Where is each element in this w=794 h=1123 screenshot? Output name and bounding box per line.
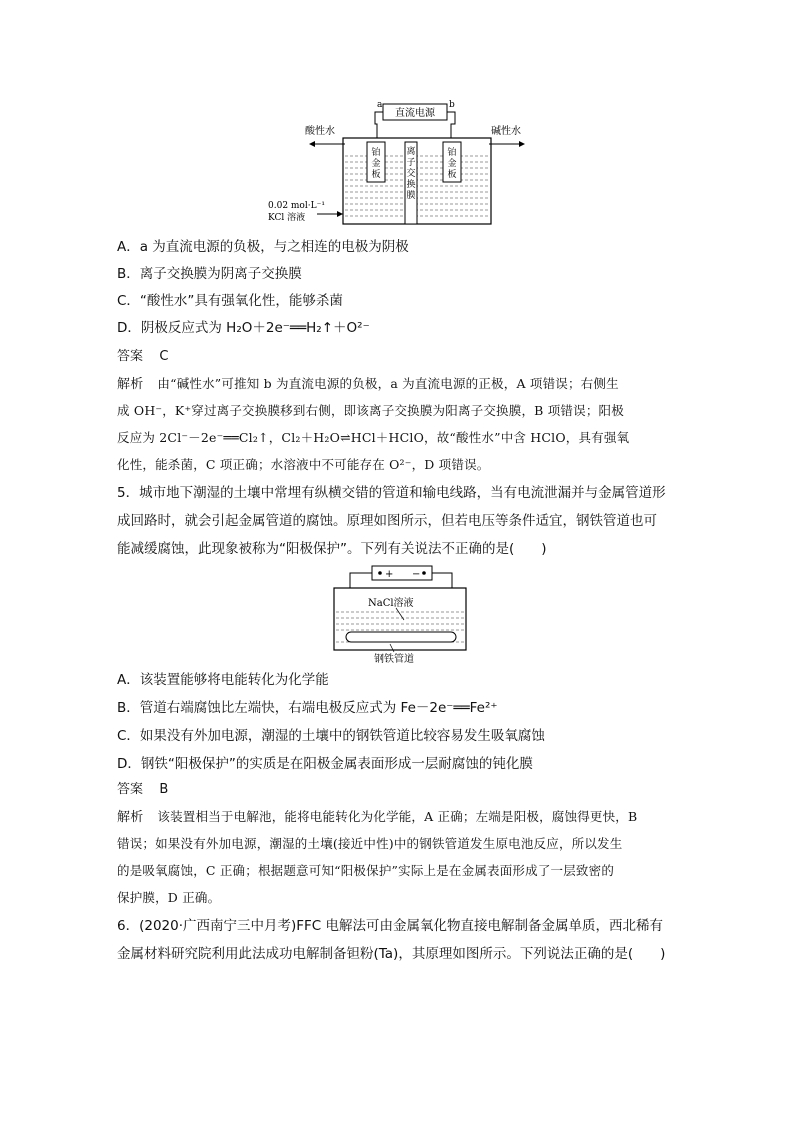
left-outlet-label: 酸性水 [305, 126, 335, 137]
q5-stem-line-2: 成回路时，就会引起金属管道的腐蚀。原理如图所示，但若电压等条件适宜，钢铁管道也可 [117, 513, 657, 529]
q5-analysis-line-3: 的是吸氧腐蚀，C 正确；根据题意可知“阳极保护”实际上是在金属表面形成了一层致密的 [117, 863, 615, 878]
svg-text:铂金板: 铂金板 [371, 148, 381, 180]
right-outlet-label: 碱性水 [491, 126, 521, 137]
q5-analysis-line-2: 错误；如果没有外加电源，潮湿的土壤(接近中性)中的钢铁管道发生原电池反应，所以发生 [117, 836, 623, 851]
nacl-label: NaCl溶液 [368, 598, 414, 609]
q5-analysis-line-4: 保护膜，D 正确。 [117, 890, 221, 905]
q5-option-d: D．钢铁“阳极保护”的实质是在阳极金属表面形成一层耐腐蚀的钝化膜 [117, 756, 533, 772]
q5-option-a: A．该装置能够将电能转化为化学能 [117, 672, 329, 688]
q4-option-b: B．离子交换膜为阴离子交换膜 [117, 266, 302, 282]
q5-stem-line-1: 5．城市地下潮湿的土壤中常埋有纵横交错的管道和输电线路，当有电流泄漏并与金属管道形 [117, 485, 666, 501]
analysis-text: 由“碱性水”可推知 b 为直流电源的负极，a 为直流电源的正极，A 项错误；右侧生 [157, 376, 619, 391]
answer-value: B [159, 782, 169, 797]
svg-text:离子交换膜: 离子交换膜 [406, 147, 416, 201]
minus-sign: − [412, 569, 421, 580]
q4-answer-row [117, 346, 168, 367]
answer-label: 答案 [117, 782, 144, 797]
terminal-b: b [449, 100, 455, 110]
q4-option-c: C．“酸性水”具有强氧化性，能够杀菌 [117, 293, 343, 309]
svg-text:铂金板: 铂金板 [447, 148, 457, 180]
analysis-text: 该装置相当于电解池，能将电能转化为化学能，A 正确；左端是阳极，腐蚀得更快，B [157, 809, 638, 824]
q6-stem-line-2: 金属材料研究院利用此法成功电解制备钽粉(Ta)，其原理如图所示。下列说法正确的是( ) [117, 946, 666, 962]
q5-answer-row [117, 779, 168, 800]
q4-analysis-line-3: 反应为 2Cl⁻－2e⁻══Cl₂↑，Cl₂＋H₂O⇌HCl＋HClO，故“酸性水”中含 HClO，具有强氧 [117, 430, 630, 445]
electrolysis-cell-diagram [265, 96, 535, 226]
q4-analysis-line-2: 成 OH⁻，K⁺穿过离子交换膜移到右侧，即该离子交换膜为阳离子交换膜，B 项错误；阳极 [117, 403, 624, 418]
terminal-a: a [377, 100, 383, 110]
anodic-protection-diagram [330, 562, 470, 666]
inlet-concentration: 0.02 mol·L⁻¹ [268, 201, 325, 211]
plus-sign: + [385, 569, 394, 580]
answer-value: C [159, 349, 169, 364]
q4-analysis-line-4: 化性，能杀菌，C 项正确；水溶液中不可能存在 O²⁻，D 项错误。 [117, 457, 490, 472]
power-label: 直流电源 [395, 108, 435, 119]
analysis-label: 解析 [117, 810, 144, 825]
q4-option-d: D．阴极反应式为 H₂O＋2e⁻══H₂↑＋O²⁻ [117, 320, 370, 336]
q6-stem-line-1: 6．(2020·广西南宁三中月考)FFC 电解法可由金属氧化物直接电解制备金属单质，西北稀有 [117, 918, 664, 934]
pipe-label: 钢铁管道 [374, 654, 414, 665]
q4-option-a: A．a 为直流电源的负极，与之相连的电极为阴极 [117, 239, 409, 255]
q5-option-b: B．管道右端腐蚀比左端快，右端电极反应式为 Fe－2e⁻══Fe²⁺ [117, 700, 498, 716]
answer-label: 答案 [117, 349, 144, 364]
q4-analysis-line-1 [117, 374, 619, 395]
q5-stem-line-3: 能减缓腐蚀，此现象被称为“阳极保护”。下列有关说法不正确的是( ) [117, 541, 547, 557]
q5-analysis-line-1 [117, 807, 637, 828]
q5-option-c: C．如果没有外加电源，潮湿的土壤中的钢铁管道比较容易发生吸氧腐蚀 [117, 728, 545, 744]
inlet-solution: KCl 溶液 [268, 213, 306, 223]
analysis-label: 解析 [117, 377, 144, 392]
